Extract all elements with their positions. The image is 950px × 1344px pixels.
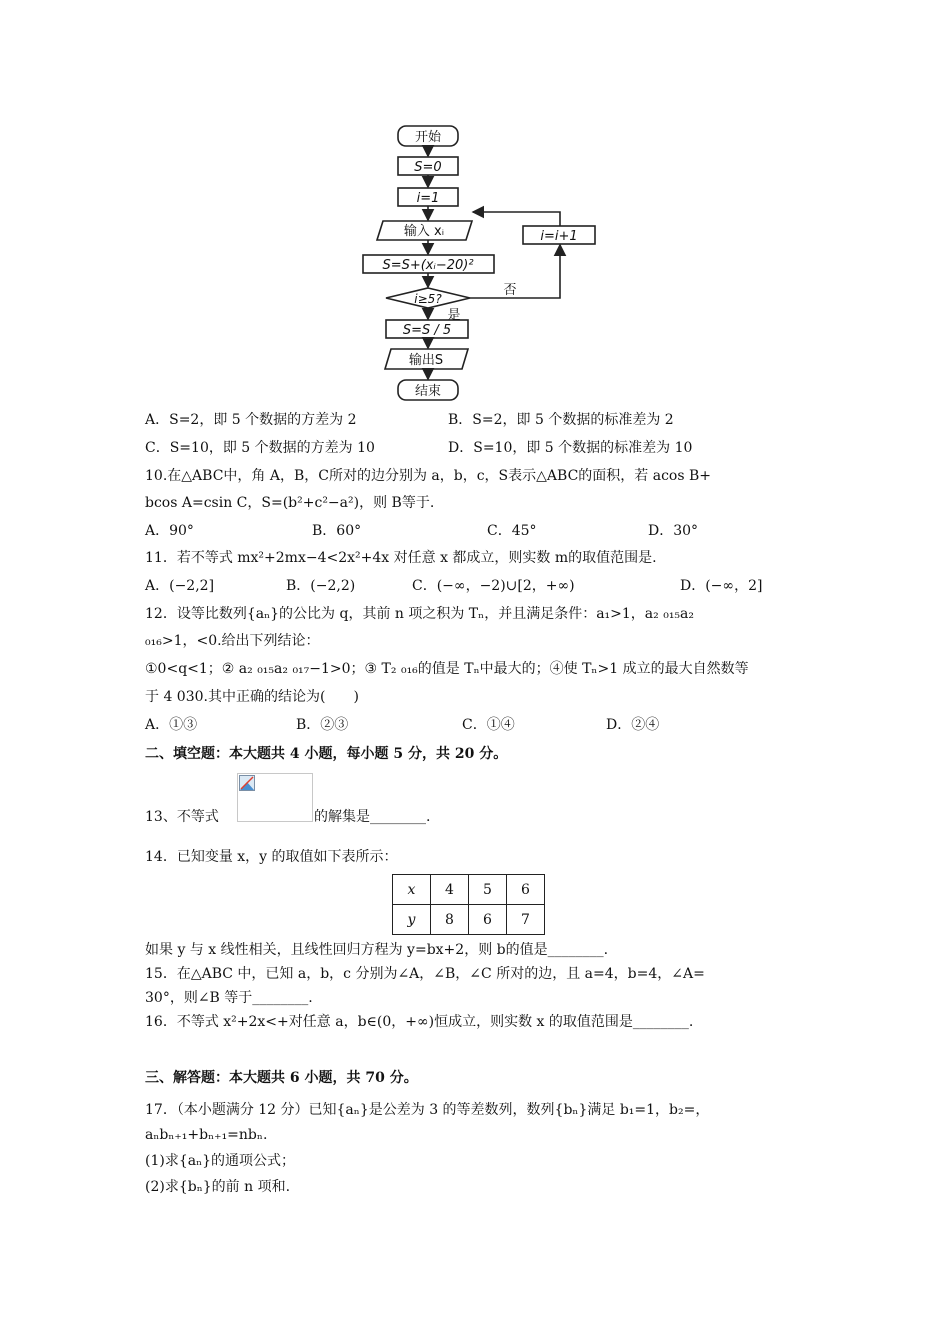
flow-output-text: 输出S — [408, 353, 444, 368]
q11-option-c: C．(−∞，−2)∪[2，+∞) — [412, 578, 575, 594]
table-cell: y — [393, 905, 431, 935]
q12-line2: ₀₁₆>1，<0.给出下列结论： — [145, 633, 320, 649]
q13-suffix: 的解集是________. — [314, 809, 431, 825]
flow-i1-text: i=1 — [416, 191, 440, 206]
q17-line1: 17．（本小题满分 12 分）已知{aₙ}是公差为 3 的等差数列，数列{bₙ}满足 b₁=1，b₂=， — [145, 1102, 710, 1118]
q12-line4: 于 4 030.其中正确的结论为( ) — [145, 689, 359, 705]
q13-prefix: 13、不等式 — [145, 809, 219, 825]
q17-line2: aₙbₙ₊₁+bₙ₊₁=nbₙ. — [145, 1127, 268, 1143]
flow-increment-text: i=i+1 — [540, 229, 578, 244]
flow-no-label: 否 — [503, 283, 517, 298]
flow-update-text: S=S+(xᵢ−20)² — [382, 258, 474, 273]
q11-option-a: A．(−2,2] — [145, 578, 215, 594]
q10-option-c: C．45° — [487, 523, 537, 539]
table-cell: 5 — [469, 875, 507, 905]
q10-option-b: B．60° — [312, 523, 362, 539]
flow-input-text: 输入 xᵢ — [403, 224, 445, 239]
table-row — [393, 875, 545, 905]
table-cell: 7 — [507, 905, 545, 935]
q10-option-d: D．30° — [648, 523, 699, 539]
q16-line1: 16．不等式 x²+2x<+对任意 a，b∈(0，+∞)恒成立，则实数 x 的取值范围是________. — [145, 1014, 694, 1030]
q17-part1: (1)求{aₙ}的通项公式； — [145, 1153, 296, 1169]
q15-line1: 15．在△ABC 中，已知 a，b，c 分别为∠A，∠B，∠C 所对的边，且 a=4，b=4，∠A= — [145, 966, 705, 982]
flow-condition-text: i≥5? — [414, 292, 442, 306]
q12-option-a: A．①③ — [145, 717, 198, 733]
table-cell: 6 — [507, 875, 545, 905]
broken-image-placeholder — [237, 773, 313, 822]
q15-line2: 30°，则∠B 等于________. — [145, 990, 313, 1006]
q11-option-b: B．(−2,2) — [286, 578, 356, 594]
q12-option-d: D．②④ — [606, 717, 660, 733]
q9-option-b: B．S=2，即 5 个数据的标准差为 2 — [448, 412, 674, 428]
broken-image-icon — [239, 775, 255, 791]
table-cell: 8 — [431, 905, 469, 935]
section3-heading: 三、解答题：本大题共 6 小题，共 70 分。 — [145, 1070, 418, 1086]
q9-option-a: A．S=2，即 5 个数据的方差为 2 — [145, 412, 357, 428]
table-cell: 6 — [469, 905, 507, 935]
q12-line3: ①0<q<1；② a₂ ₀₁₅a₂ ₀₁₇−1>0；③ T₂ ₀₁₆的值是 Tₙ中最大的；④使 Tₙ>1 成立的最大自然数等 — [145, 661, 749, 677]
q12-line1: 12．设等比数列{aₙ}的公比为 q，其前 n 项之积为 Tₙ，并且满足条件：a₁>1，a₂ ₀₁₅a₂ — [145, 606, 695, 622]
xy-table — [392, 874, 545, 935]
q14-line2: 如果 y 与 x 线性相关，且线性回归方程为 y=bx+2，则 b的值是________. — [145, 942, 609, 958]
q10-line1: 10.在△ABC中，角 A，B，C所对的边分别为 a，b，c，S表示△ABC的面积，若 acos B+ — [145, 468, 712, 484]
q17-part2: (2)求{bₙ}的前 n 项和. — [145, 1179, 291, 1195]
q10-line2: bcos A=csin C，S=(b²+c²−a²)，则 B等于. — [145, 495, 435, 511]
flow-end-text: 结束 — [414, 384, 442, 399]
flow-start-text: 开始 — [414, 130, 442, 145]
table-cell: x — [393, 875, 431, 905]
q12-option-b: B．②③ — [296, 717, 349, 733]
q9-option-c: C．S=10，即 5 个数据的方差为 10 — [145, 440, 375, 456]
table-row — [393, 905, 545, 935]
q11-option-d: D．(−∞，2] — [680, 578, 763, 594]
section2-heading: 二、填空题：本大题共 4 小题，每小题 5 分，共 20 分。 — [145, 746, 508, 762]
flow-s0-text: S=0 — [414, 160, 442, 175]
table-cell: 4 — [431, 875, 469, 905]
q10-option-a: A．90° — [145, 523, 194, 539]
flowchart — [0, 0, 950, 410]
q11-line1: 11．若不等式 mx²+2mx−4<2x²+4x 对任意 x 都成立，则实数 m的取值范围是. — [145, 550, 657, 566]
flow-yes-label: 是 — [447, 308, 461, 323]
q14-line1: 14．已知变量 x，y 的取值如下表所示： — [145, 849, 398, 865]
q12-option-c: C．①④ — [462, 717, 515, 733]
q9-option-d: D．S=10，即 5 个数据的标准差为 10 — [448, 440, 693, 456]
flow-div-text: S=S / 5 — [402, 323, 452, 338]
